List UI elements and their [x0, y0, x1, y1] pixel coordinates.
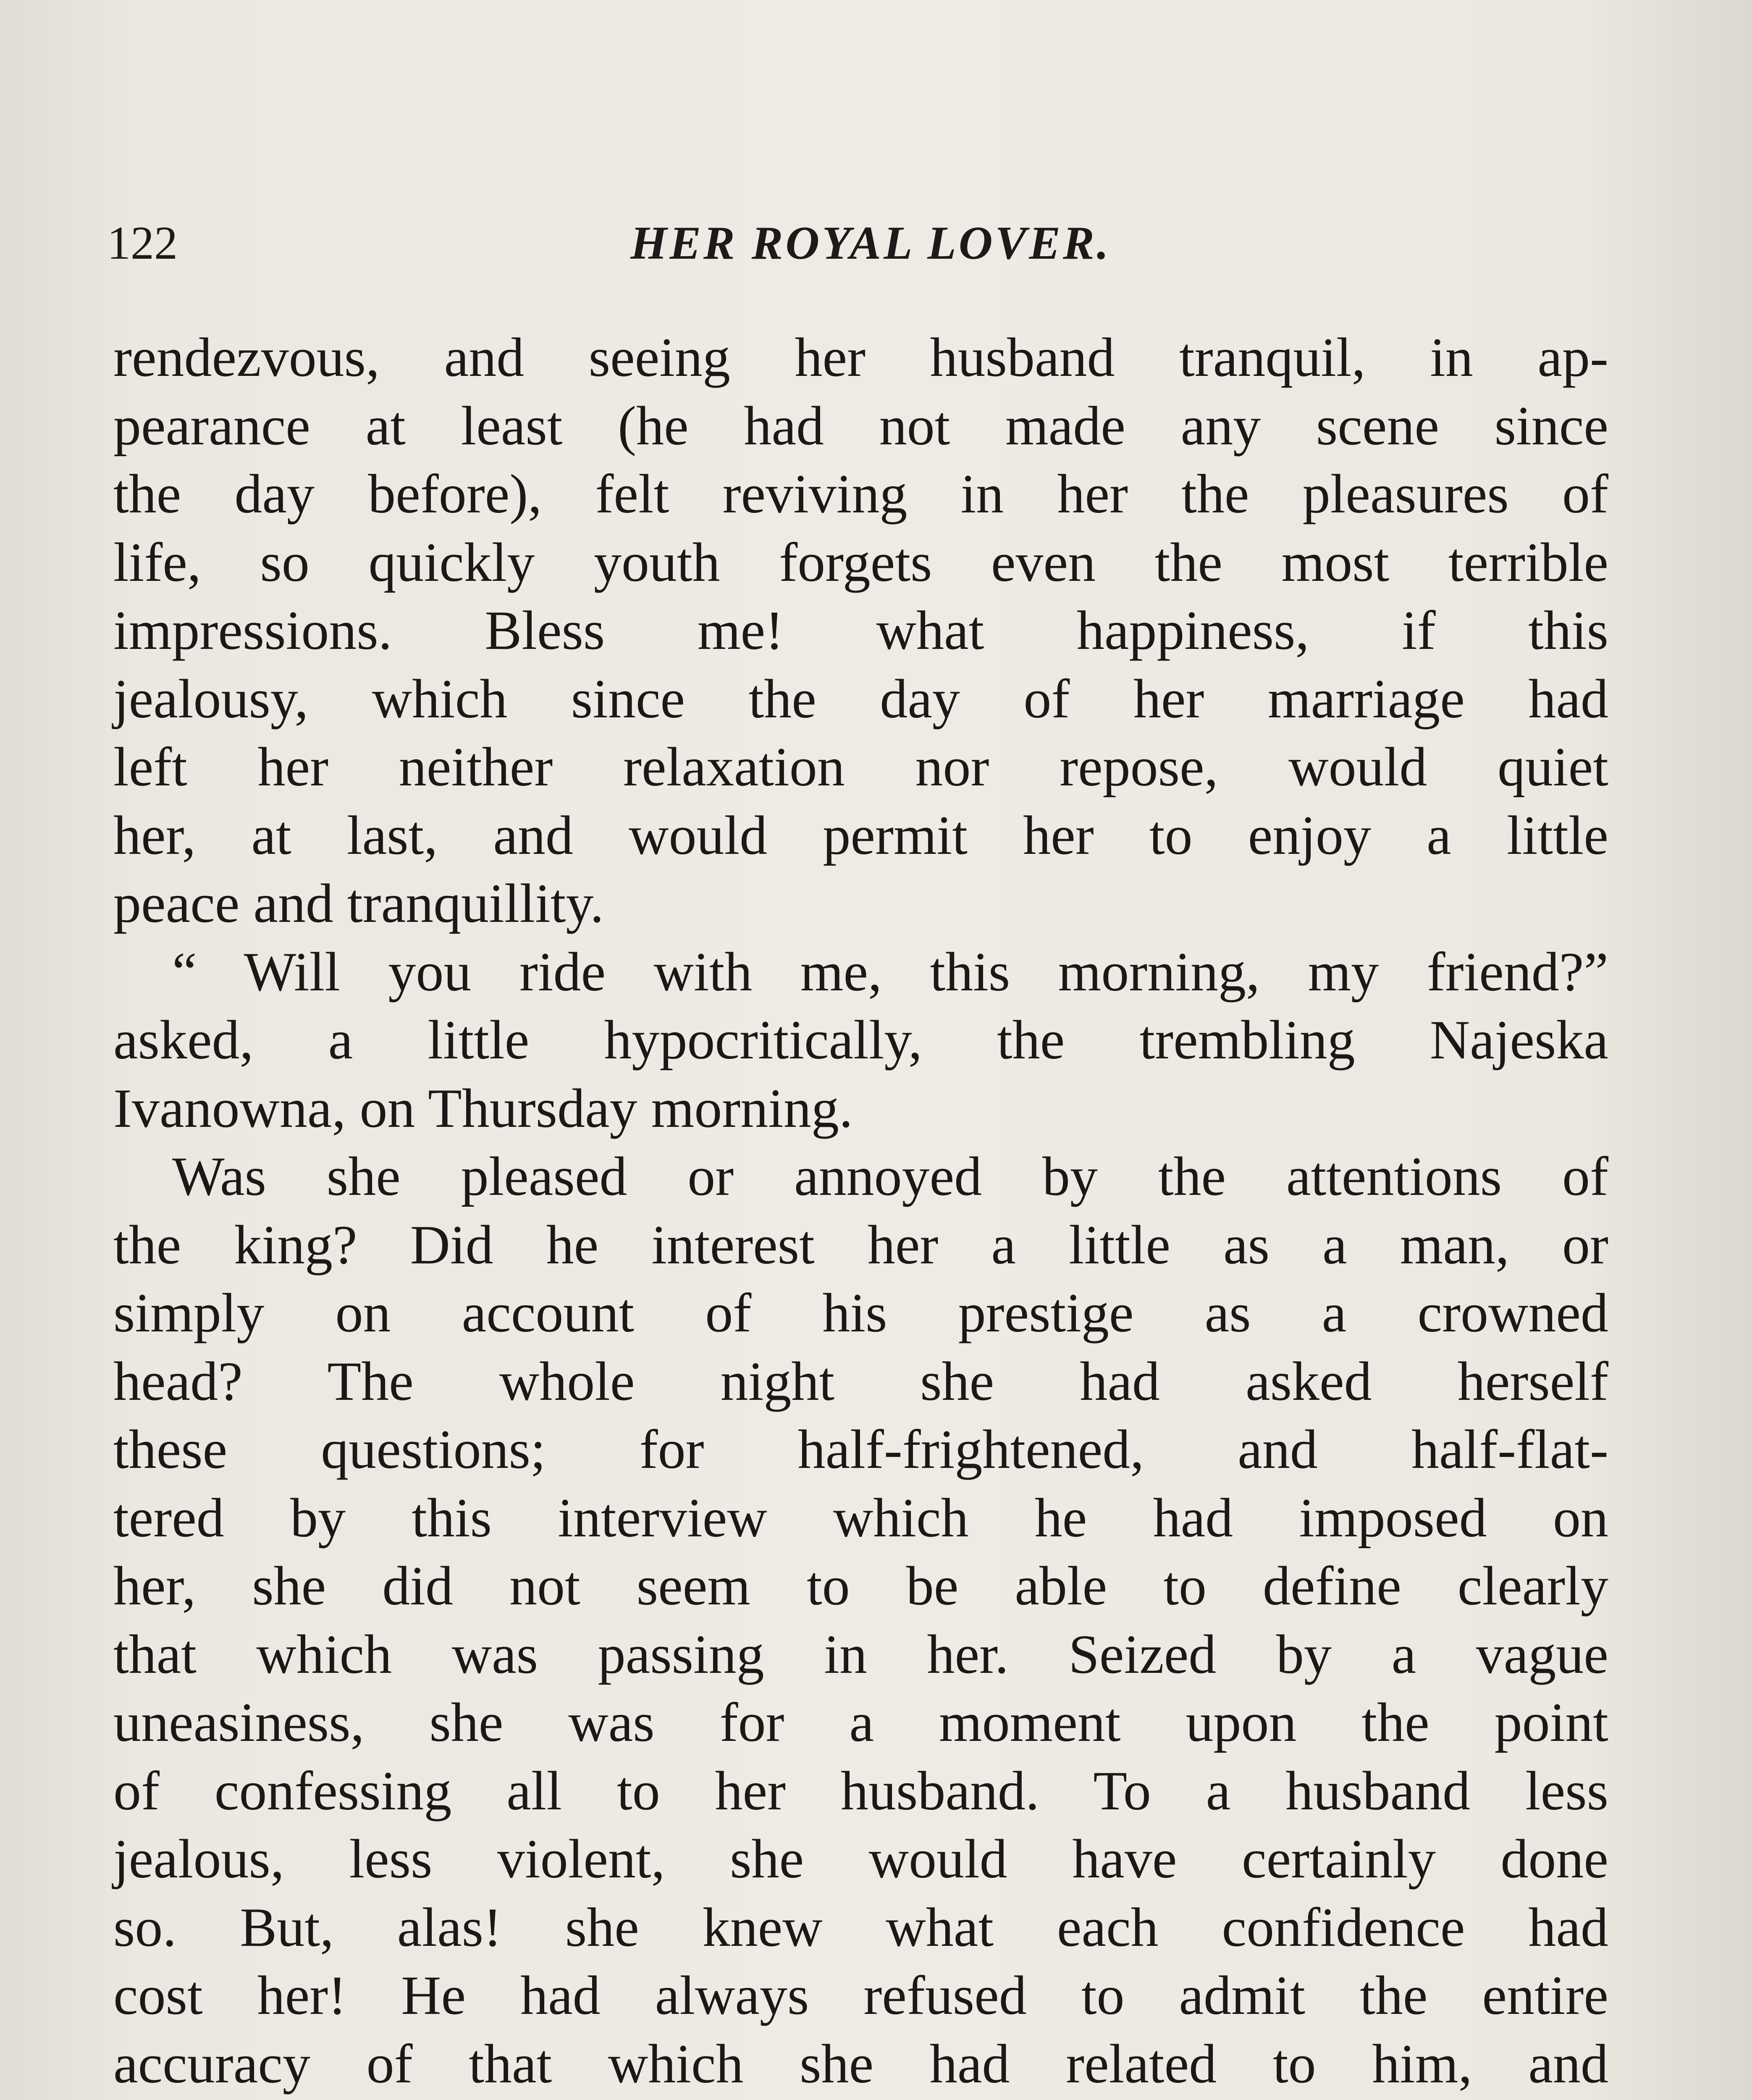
running-head: [107, 216, 1634, 284]
text-line: jealousy, which since the day of her marriage had: [113, 667, 1608, 730]
text-line: jealous, less violent, she would have certainly done: [113, 1828, 1608, 1890]
text-line: “ Will you ride with me, this morning, my friend?”: [172, 940, 1608, 1003]
text-line: the king? Did he interest her a little as a man, or: [113, 1213, 1608, 1276]
running-title: HER ROYAL LOVER.: [630, 217, 1111, 269]
text-line: asked, a little hypocritically, the trembling Najeska: [113, 1009, 1608, 1071]
text-line: uneasiness, she was for a moment upon the point: [113, 1691, 1608, 1753]
body-text: [113, 323, 1608, 2100]
text-line: Was she pleased or annoyed by the attentions of: [172, 1145, 1608, 1207]
text-line: tered by this interview which he had imposed on: [113, 1486, 1608, 1549]
text-line: rendezvous, and seeing her husband tranquil, in ap-: [113, 326, 1608, 388]
text-line: so. But, alas! she knew what each confidence had: [113, 1896, 1608, 1958]
page-number: 122: [107, 217, 178, 269]
text-line: pearance at least (he had not made any scene since: [113, 394, 1608, 457]
text-line: Ivanowna, on Thursday morning.: [113, 1077, 853, 1139]
text-line: left her neither relaxation nor repose, would quiet: [113, 736, 1608, 798]
text-line: cost her! He had always refused to admit the entire: [113, 1964, 1608, 2026]
text-line: [113, 2098, 1608, 2100]
text-line: accuracy of that which she had related to him, and: [113, 2032, 1608, 2095]
text-line: her, she did not seem to be able to define clearly: [113, 1555, 1608, 1617]
text-line: these questions; for half-frightened, and half-flat-: [113, 1418, 1608, 1480]
text-line: her, at last, and would permit her to enjoy a little: [113, 804, 1608, 866]
text-line: that which was passing in her. Seized by a vague: [113, 1623, 1608, 1685]
text-line: life, so quickly youth forgets even the most terrible: [113, 531, 1608, 593]
text-line: the day before), felt reviving in her the pleasures of: [113, 463, 1608, 525]
text-line: impressions. Bless me! what happiness, if this: [113, 599, 1608, 661]
text-line: simply on account of his prestige as a crowned: [113, 1282, 1608, 1344]
text-line: peace and tranquillity.: [113, 872, 604, 934]
text-line: of confessing all to her husband. To a husband less: [113, 1759, 1608, 1822]
text-line: head? The whole night she had asked herself: [113, 1350, 1608, 1412]
